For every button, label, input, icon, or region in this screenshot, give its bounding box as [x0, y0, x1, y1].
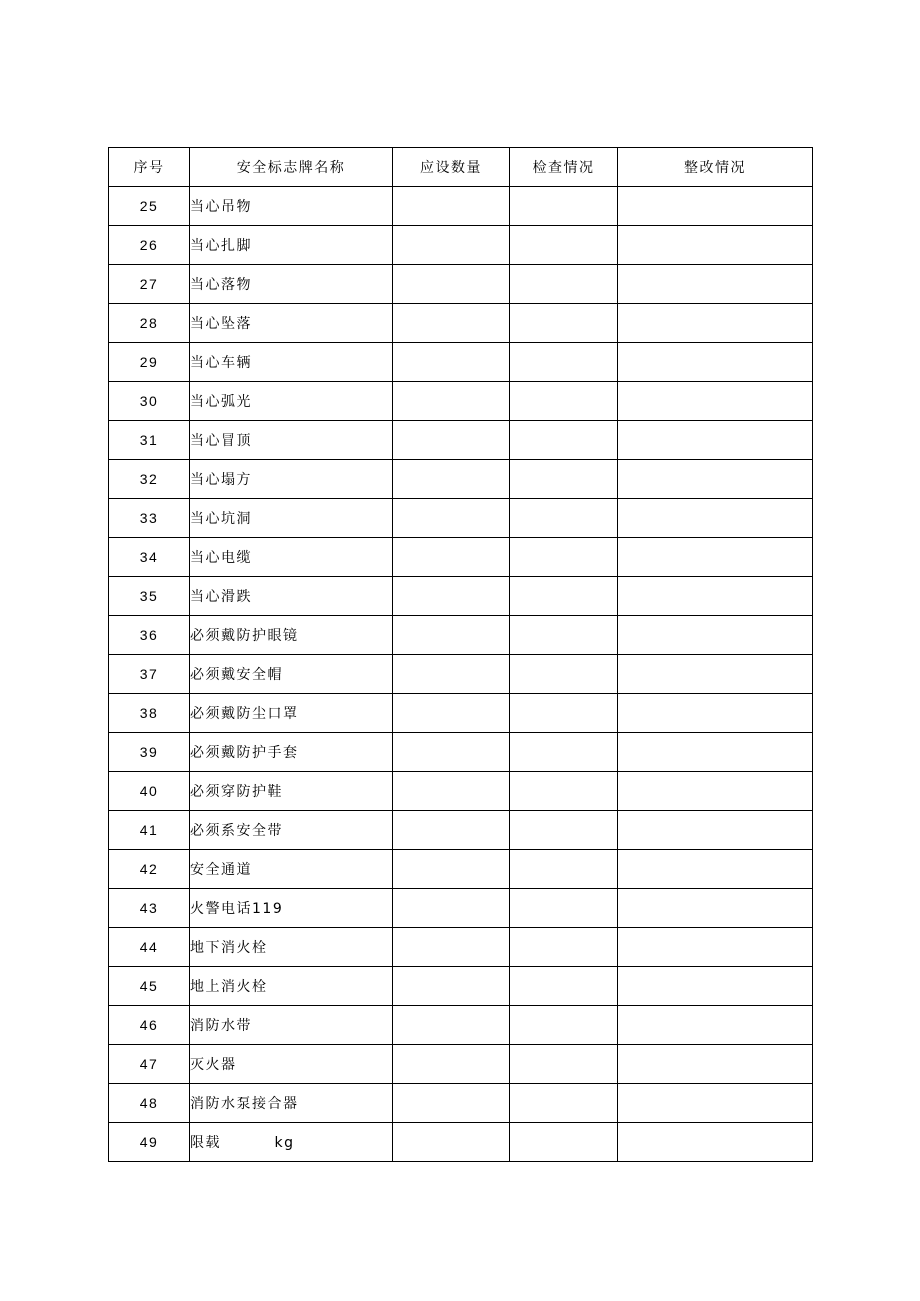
table-row: [109, 694, 813, 733]
cell-rectification-status: [618, 499, 813, 538]
cell-inspection-status: [510, 772, 618, 811]
table-row: [109, 811, 813, 850]
cell-rectification-status: [618, 733, 813, 772]
table-body: [109, 187, 813, 1162]
cell-required-quantity: [393, 733, 510, 772]
cell-required-quantity: [393, 226, 510, 265]
cell-sign-name: 当心电缆: [190, 538, 393, 577]
cell-sign-name: 火警电话119: [190, 889, 393, 928]
cell-serial-number: 27: [109, 265, 190, 304]
header-serial-number: 序号: [109, 148, 190, 187]
cell-rectification-status: [618, 967, 813, 1006]
table-row: [109, 226, 813, 265]
cell-required-quantity: [393, 499, 510, 538]
cell-rectification-status: [618, 694, 813, 733]
cell-inspection-status: [510, 1045, 618, 1084]
cell-inspection-status: [510, 538, 618, 577]
table-row: [109, 499, 813, 538]
cell-inspection-status: [510, 616, 618, 655]
cell-serial-number: 33: [109, 499, 190, 538]
cell-serial-number: 36: [109, 616, 190, 655]
cell-required-quantity: [393, 1084, 510, 1123]
table-row: [109, 928, 813, 967]
cell-rectification-status: [618, 343, 813, 382]
table-row: [109, 772, 813, 811]
cell-sign-name: 必须戴防护眼镜: [190, 616, 393, 655]
cell-rectification-status: [618, 538, 813, 577]
cell-serial-number: 42: [109, 850, 190, 889]
table-row: [109, 382, 813, 421]
cell-required-quantity: [393, 694, 510, 733]
table-row: [109, 187, 813, 226]
table-row: [109, 616, 813, 655]
cell-rectification-status: [618, 772, 813, 811]
cell-serial-number: 40: [109, 772, 190, 811]
cell-sign-name: 限载 kg: [190, 1123, 393, 1162]
cell-serial-number: 48: [109, 1084, 190, 1123]
table-row: [109, 1084, 813, 1123]
cell-inspection-status: [510, 304, 618, 343]
table-row: [109, 850, 813, 889]
cell-rectification-status: [618, 187, 813, 226]
header-sign-name: 安全标志牌名称: [190, 148, 393, 187]
cell-sign-name: 当心坑洞: [190, 499, 393, 538]
cell-rectification-status: [618, 460, 813, 499]
cell-sign-name: 当心塌方: [190, 460, 393, 499]
cell-sign-name: 当心弧光: [190, 382, 393, 421]
cell-required-quantity: [393, 967, 510, 1006]
cell-rectification-status: [618, 850, 813, 889]
cell-required-quantity: [393, 1045, 510, 1084]
cell-sign-name: 地上消火栓: [190, 967, 393, 1006]
cell-required-quantity: [393, 577, 510, 616]
cell-sign-name: 当心吊物: [190, 187, 393, 226]
cell-rectification-status: [618, 616, 813, 655]
cell-rectification-status: [618, 811, 813, 850]
cell-required-quantity: [393, 187, 510, 226]
cell-serial-number: 41: [109, 811, 190, 850]
cell-sign-name: 地下消火栓: [190, 928, 393, 967]
cell-inspection-status: [510, 382, 618, 421]
table-row: [109, 577, 813, 616]
cell-inspection-status: [510, 187, 618, 226]
cell-rectification-status: [618, 382, 813, 421]
cell-serial-number: 26: [109, 226, 190, 265]
cell-sign-name: 必须戴防尘口罩: [190, 694, 393, 733]
table-row: [109, 421, 813, 460]
cell-sign-name: 当心扎脚: [190, 226, 393, 265]
cell-inspection-status: [510, 265, 618, 304]
table-row: [109, 655, 813, 694]
table-row: [109, 733, 813, 772]
cell-serial-number: 49: [109, 1123, 190, 1162]
cell-serial-number: 38: [109, 694, 190, 733]
cell-serial-number: 46: [109, 1006, 190, 1045]
cell-rectification-status: [618, 226, 813, 265]
header-required-quantity: 应设数量: [393, 148, 510, 187]
table-header-row: [109, 148, 813, 187]
cell-serial-number: 29: [109, 343, 190, 382]
safety-sign-checklist-table: [108, 147, 813, 1162]
cell-inspection-status: [510, 1006, 618, 1045]
cell-required-quantity: [393, 1123, 510, 1162]
cell-required-quantity: [393, 772, 510, 811]
cell-inspection-status: [510, 928, 618, 967]
cell-serial-number: 43: [109, 889, 190, 928]
cell-serial-number: 45: [109, 967, 190, 1006]
cell-inspection-status: [510, 850, 618, 889]
cell-inspection-status: [510, 226, 618, 265]
cell-required-quantity: [393, 928, 510, 967]
table-row: [109, 304, 813, 343]
cell-sign-name: 当心坠落: [190, 304, 393, 343]
table-row: [109, 343, 813, 382]
cell-required-quantity: [393, 304, 510, 343]
cell-rectification-status: [618, 421, 813, 460]
cell-required-quantity: [393, 850, 510, 889]
cell-required-quantity: [393, 460, 510, 499]
cell-required-quantity: [393, 538, 510, 577]
cell-rectification-status: [618, 655, 813, 694]
cell-inspection-status: [510, 1084, 618, 1123]
cell-inspection-status: [510, 733, 618, 772]
cell-required-quantity: [393, 343, 510, 382]
table-row: [109, 967, 813, 1006]
cell-sign-name: 必须戴防护手套: [190, 733, 393, 772]
cell-serial-number: 34: [109, 538, 190, 577]
cell-serial-number: 32: [109, 460, 190, 499]
cell-sign-name: 当心滑跌: [190, 577, 393, 616]
cell-rectification-status: [618, 1006, 813, 1045]
cell-inspection-status: [510, 1123, 618, 1162]
cell-required-quantity: [393, 616, 510, 655]
cell-rectification-status: [618, 928, 813, 967]
table-row: [109, 889, 813, 928]
cell-serial-number: 25: [109, 187, 190, 226]
cell-rectification-status: [618, 1045, 813, 1084]
cell-inspection-status: [510, 499, 618, 538]
cell-rectification-status: [618, 1084, 813, 1123]
cell-rectification-status: [618, 577, 813, 616]
cell-sign-name: 安全通道: [190, 850, 393, 889]
cell-sign-name: 消防水泵接合器: [190, 1084, 393, 1123]
cell-sign-name: 必须穿防护鞋: [190, 772, 393, 811]
cell-inspection-status: [510, 889, 618, 928]
cell-required-quantity: [393, 382, 510, 421]
cell-serial-number: 47: [109, 1045, 190, 1084]
cell-required-quantity: [393, 889, 510, 928]
table-row: [109, 460, 813, 499]
cell-sign-name: 消防水带: [190, 1006, 393, 1045]
cell-serial-number: 28: [109, 304, 190, 343]
table-row: [109, 265, 813, 304]
cell-sign-name: 灭火器: [190, 1045, 393, 1084]
cell-serial-number: 44: [109, 928, 190, 967]
cell-serial-number: 30: [109, 382, 190, 421]
cell-inspection-status: [510, 811, 618, 850]
cell-sign-name: 必须戴安全帽: [190, 655, 393, 694]
table-row: [109, 1045, 813, 1084]
cell-serial-number: 39: [109, 733, 190, 772]
cell-required-quantity: [393, 265, 510, 304]
cell-rectification-status: [618, 304, 813, 343]
cell-sign-name: 必须系安全带: [190, 811, 393, 850]
cell-inspection-status: [510, 460, 618, 499]
table-row: [109, 1006, 813, 1045]
table-row: [109, 1123, 813, 1162]
cell-required-quantity: [393, 811, 510, 850]
cell-inspection-status: [510, 694, 618, 733]
cell-sign-name: 当心落物: [190, 265, 393, 304]
cell-required-quantity: [393, 1006, 510, 1045]
cell-inspection-status: [510, 421, 618, 460]
cell-rectification-status: [618, 265, 813, 304]
header-rectification-status: 整改情况: [618, 148, 813, 187]
cell-serial-number: 35: [109, 577, 190, 616]
cell-sign-name: 当心车辆: [190, 343, 393, 382]
header-inspection-status: 检查情况: [510, 148, 618, 187]
cell-required-quantity: [393, 655, 510, 694]
cell-rectification-status: [618, 889, 813, 928]
cell-inspection-status: [510, 343, 618, 382]
table-row: [109, 538, 813, 577]
cell-serial-number: 37: [109, 655, 190, 694]
cell-rectification-status: [618, 1123, 813, 1162]
cell-sign-name: 当心冒顶: [190, 421, 393, 460]
cell-serial-number: 31: [109, 421, 190, 460]
cell-inspection-status: [510, 655, 618, 694]
cell-inspection-status: [510, 577, 618, 616]
cell-required-quantity: [393, 421, 510, 460]
cell-inspection-status: [510, 967, 618, 1006]
